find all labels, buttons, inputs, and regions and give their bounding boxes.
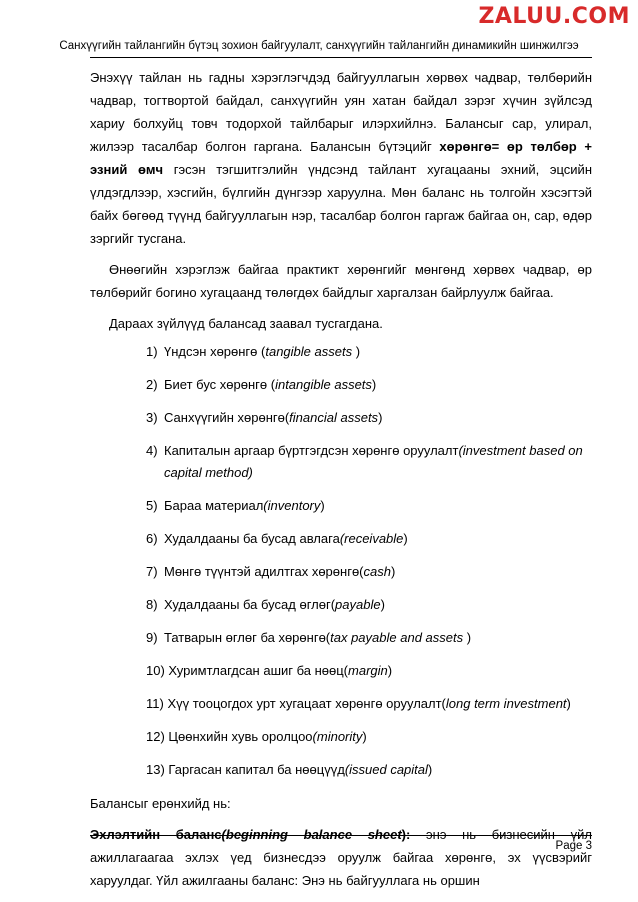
paragraph-beginning-balance: Эхлэлтийн баланс(beginning balance sheet): энэ нь бизнесийн үйл ажиллагаагаа эхлэх үед бизнесдээ оруулж байгаа хөрөнгө, эх үүсвэрийг харуулдаг. Үйл ажилгааны баланс: Энэ нь байгууллага нь оршин xyxy=(90,827,592,888)
list-item: 12) Цөөнхийн хувь оролцоо(minority) xyxy=(146,729,367,744)
list-item: 13) Гаргасан капитал ба нөөцүүд(issued capital) xyxy=(146,762,433,777)
list-item: 4) Капиталын аргаар бүртгэгдсэн хөрөнгө оруулалт(investment based on capital method) xyxy=(146,443,583,480)
list-item: 6) Худалдааны ба бусад авлага(receivable) xyxy=(146,531,408,546)
running-header: Санхүүгийн тайлангийн бүтэц зохион байгуулалт, санхүүгийн тайлангийн динамикийн шинжилгээ xyxy=(59,40,579,52)
paragraph-balance-general: Балансыг ерөнхийд нь: xyxy=(90,796,231,811)
list-item: 8) Худалдааны ба бусад өглөг(payable) xyxy=(146,597,385,612)
document-body xyxy=(90,66,592,892)
footer-rule xyxy=(90,835,592,836)
list-item: 2) Биет бус хөрөнгө (intangible assets) xyxy=(146,377,377,392)
list-item: 10) Хуримтлагдсан ашиг ба нөөц(margin) xyxy=(146,663,393,678)
paragraph-balance-intro: Энэхүү тайлан нь гадны хэрэглэгчдэд байгууллагын хөрвөх чадвар, төлбөрийн чадвар, тогтвортой байдал, санхүүгийн уян хатан байдал зэрэг хүчин зүйлсэд хариу болхуйц товч тодорхой тайлбарыг илэрхийлнэ. Балансыг сар, улирал, жилээр тасалбар болгон гаргана. Балансын бүтэцийг хөрөнгө= өр төлбөр + эзний өмч гэсэн тэгшитгэлийн үндсэнд тайлант хугацааны эхний, эцсийн үлдэгдлээр, хэсгийн, бүлгийн дүнгээр харуулна. Мөн баланс нь толгойн хэсэгтэй байх бөгөөд түүнд байгууллагын нэр, тасалбар болгон гаргаж байгаа он, сар, өдөр зэргийг тусгана. xyxy=(90,70,592,246)
list-item: 7) Мөнгө түүнтэй адилтгах хөрөнгө(cash) xyxy=(146,564,396,579)
list-item: 3) Санхүүгийн хөрөнгө(financial assets) xyxy=(146,410,383,425)
page-number: Page 3 xyxy=(555,840,592,852)
list-item: 9) Татварын өглөг ба хөрөнгө(tax payable and assets ) xyxy=(146,630,472,645)
header-rule xyxy=(90,57,592,58)
watermark-logo: ZALUU.COM xyxy=(478,4,630,29)
paragraph-list-intro: Дараах зүйлүүд балансад заавал тусгагдана. xyxy=(109,316,383,331)
list-item: 1) Үндсэн хөрөнгө (tangible assets ) xyxy=(146,344,361,359)
balance-items-list xyxy=(90,341,592,781)
balance-equation: хөрөнгө= өр төлбөр + эзний өмч xyxy=(90,139,592,177)
list-item: 5) Бараа материал(inventory) xyxy=(146,498,325,513)
paragraph-practice: Өнөөгийн хэрэглэж байгаа практикт хөрөнгийг мөнгөнд хөрвөх чадвар, өр төлбөрийг богино хугацаанд төлөгдөх байдлыг харгалзан байрлуулж байгаа. xyxy=(90,262,592,300)
list-item: 11) Хүү тооцогдох урт хугацаат хөрөнгө оруулалт(long term investment) xyxy=(146,696,571,711)
